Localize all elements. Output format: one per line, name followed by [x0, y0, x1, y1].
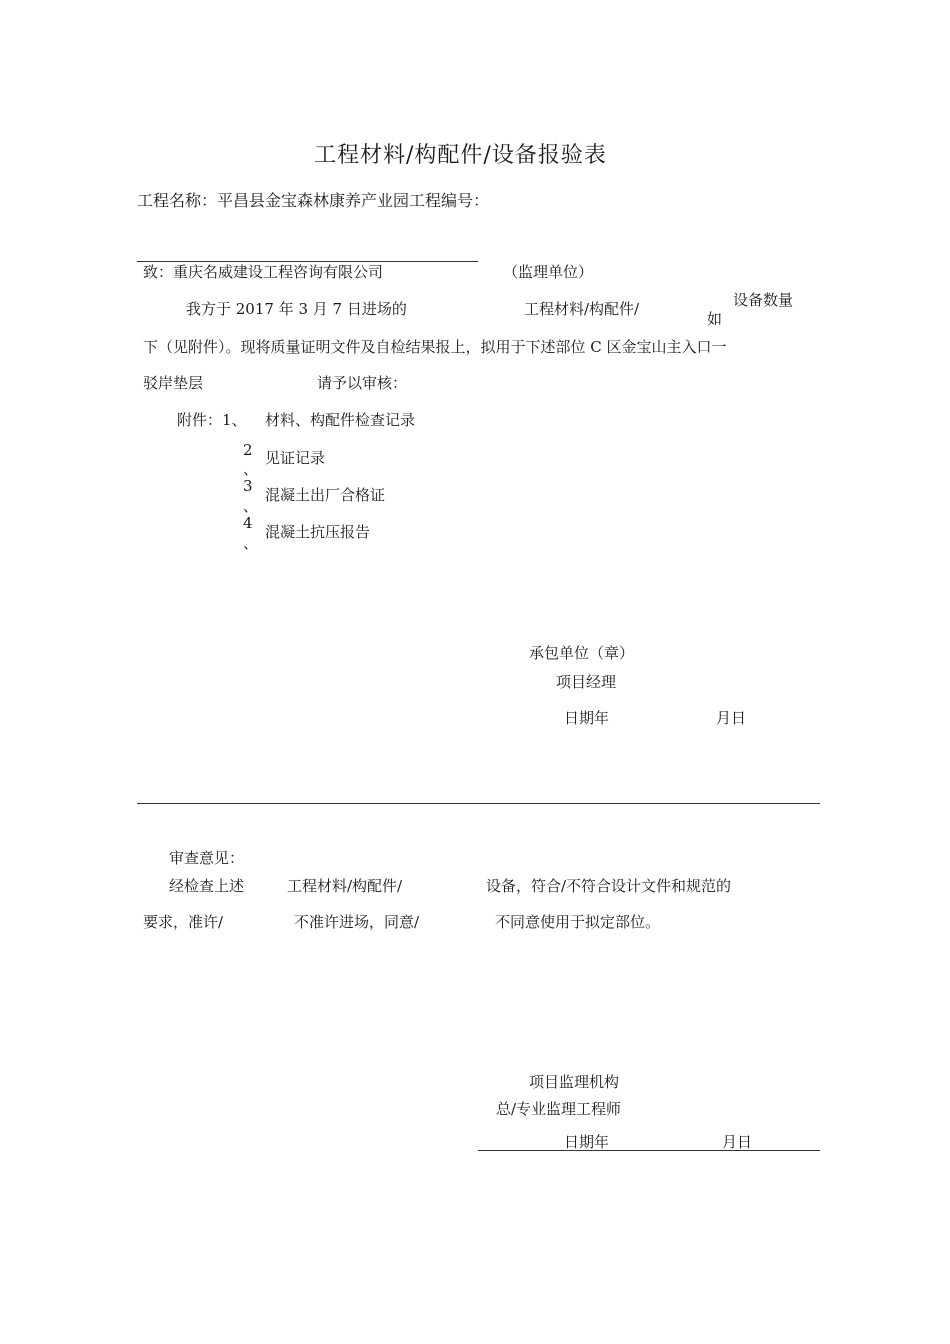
attachment-number-4: 4: [243, 514, 253, 532]
body-line-3-b: 请予以审核：: [317, 374, 408, 392]
review-line-2-b: 不准许进场，同意/: [294, 913, 420, 931]
review-line-1-a: 经检查上述: [169, 877, 245, 895]
supervision-date-month-day: 月日: [722, 1133, 753, 1151]
contractor-date-month-day: 月日: [716, 709, 747, 727]
body-line-1-c: 设备数量: [733, 291, 794, 309]
attachments-label: 附件：1、: [177, 411, 247, 429]
section-divider: [137, 803, 820, 804]
supervising-engineer-label: 总/专业监理工程师: [496, 1100, 622, 1118]
review-line-1-c: 设备，符合/不符合设计文件和规范的: [486, 877, 732, 895]
page-title: 工程材料/构配件/设备报验表: [314, 143, 607, 168]
body-line-2: 下（见附件）。现将质量证明文件及自检结果报上，拟用于下述部位 C 区金宝山主入口一: [143, 338, 727, 356]
contractor-date-year: 日期年: [564, 709, 610, 727]
attachment-item-1: 材料、构配件检查记录: [265, 411, 416, 429]
supervision-date-year: 日期年: [564, 1133, 610, 1151]
body-line-1-a: 我方于 2017 年 3 月 7 日进场的: [186, 300, 407, 318]
review-line-2-a: 要求，准许/: [143, 913, 224, 931]
body-line-1-d: 如: [707, 310, 723, 328]
body-line-3-a: 驳岸垫层: [143, 374, 204, 392]
signature-underline: [478, 1150, 820, 1151]
attachment-separator-3: 、: [243, 497, 259, 515]
attachment-separator-2: 、: [243, 460, 259, 478]
project-name-line: 工程名称：平昌县金宝森林康养产业园工程编号：: [137, 191, 490, 210]
attachment-separator-4: 、: [243, 534, 259, 552]
project-number-underline: [137, 261, 478, 262]
attachment-number-2: 2: [243, 441, 253, 459]
body-line-1-b: 工程材料/构配件/: [524, 300, 640, 318]
review-line-1-b: 工程材料/构配件/: [287, 877, 403, 895]
attachment-number-3: 3: [243, 477, 253, 495]
supervision-org-label: 项目监理机构: [529, 1073, 620, 1091]
project-manager-label: 项目经理: [556, 673, 617, 691]
attachment-item-4: 混凝土抗压报告: [265, 523, 371, 541]
addressee-line: 致：重庆名威建设工程咨询有限公司: [143, 263, 384, 281]
supervisor-unit-label: （监理单位）: [503, 263, 594, 281]
attachment-item-3: 混凝土出厂合格证: [265, 486, 386, 504]
contractor-unit-label: 承包单位（章）: [529, 644, 635, 662]
review-label: 审查意见：: [169, 849, 245, 867]
review-line-2-c: 不同意使用于拟定部位。: [495, 913, 661, 931]
attachment-item-2: 见证记录: [265, 449, 326, 467]
